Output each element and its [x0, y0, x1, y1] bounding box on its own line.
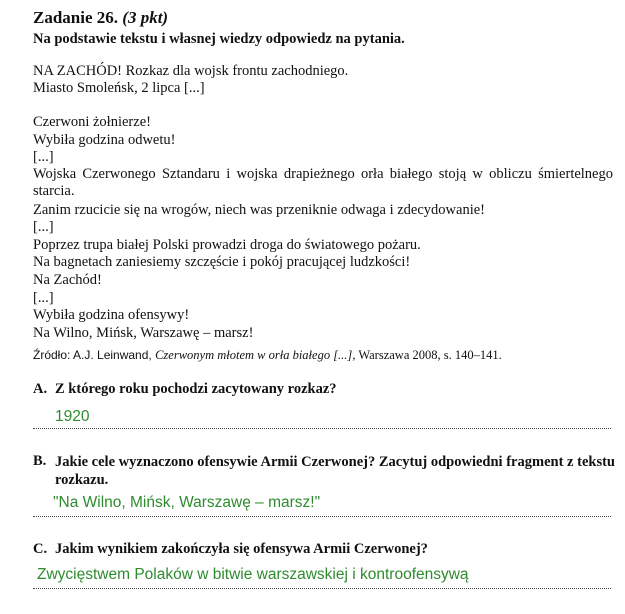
answer-b-line — [33, 516, 611, 517]
answer-a[interactable]: 1920 — [55, 408, 90, 425]
order-ellipsis-2: [...] — [33, 219, 54, 235]
order-line-7: Na Zachód! — [33, 272, 102, 288]
order-line-4: Zanim rzucicie się na wrogów, niech was przeniknie odwaga i zdecydowanie! — [33, 202, 485, 218]
task-instruction: Na podstawie tekstu i własnej wiedzy odpowiedz na pytania. — [33, 31, 405, 47]
question-c — [33, 541, 428, 558]
answer-b[interactable]: "Na Wilno, Mińsk, Warszawę – marsz!" — [53, 494, 321, 511]
question-a — [33, 381, 337, 398]
source-title: Czerwonym młotem w orła białego [...] — [155, 348, 353, 362]
task-points: (3 pkt) — [122, 8, 169, 27]
order-ellipsis-3: [...] — [33, 290, 54, 306]
order-line-2: Wybiła godzina odwetu! — [33, 132, 176, 148]
answer-a-line — [33, 428, 611, 429]
order-line-1: Czerwoni żołnierze! — [33, 114, 151, 130]
order-line-5: Poprzez trupa białej Polski prowadzi droga do światowego pożaru. — [33, 237, 421, 253]
question-c-letter: C. — [33, 541, 48, 557]
question-b-text: Jakie cele wyznaczono ofensywie Armii Czerwonej? Zacytuj odpowiedni fragment z tekstu rozkazu. — [55, 454, 615, 488]
task-heading — [33, 8, 168, 28]
answer-c[interactable]: Zwycięstwem Polaków w bitwie warszawskiej i kontroofensywą — [37, 566, 469, 583]
order-line-8: Wybiła godzina ofensywy! — [33, 307, 190, 323]
order-line-6: Na bagnetach zaniesiemy szczęście i pokój pracującej ludzkości! — [33, 254, 411, 270]
task-title: Zadanie 26. — [33, 8, 119, 27]
source-prefix: Źródło: A.J. Leinwand, — [33, 348, 152, 362]
order-header-1: NA ZACHÓD! Rozkaz dla wojsk frontu zachodniego. — [33, 63, 349, 79]
source-citation — [33, 348, 502, 363]
source-rest: , Warszawa 2008, s. 140–141. — [352, 348, 502, 362]
question-c-text: Jakim wynikiem zakończyła się ofensywa Armii Czerwonej? — [55, 541, 428, 557]
order-line-3: Wojska Czerwonego Sztandaru i wojska drapieżnego orła białego stoją w obliczu śmiertelnego starcia. — [33, 166, 613, 199]
order-line-9: Na Wilno, Mińsk, Warszawę – marsz! — [33, 325, 254, 341]
answer-c-line — [33, 588, 611, 589]
order-ellipsis-1: [...] — [33, 149, 54, 165]
question-b-letter-row — [33, 453, 55, 470]
question-a-text: Z którego roku pochodzi zacytowany rozkaz? — [55, 381, 337, 397]
order-header-2: Miasto Smoleńsk, 2 lipca [...] — [33, 80, 205, 96]
question-b-letter: B. — [33, 453, 47, 469]
question-a-letter: A. — [33, 381, 48, 397]
